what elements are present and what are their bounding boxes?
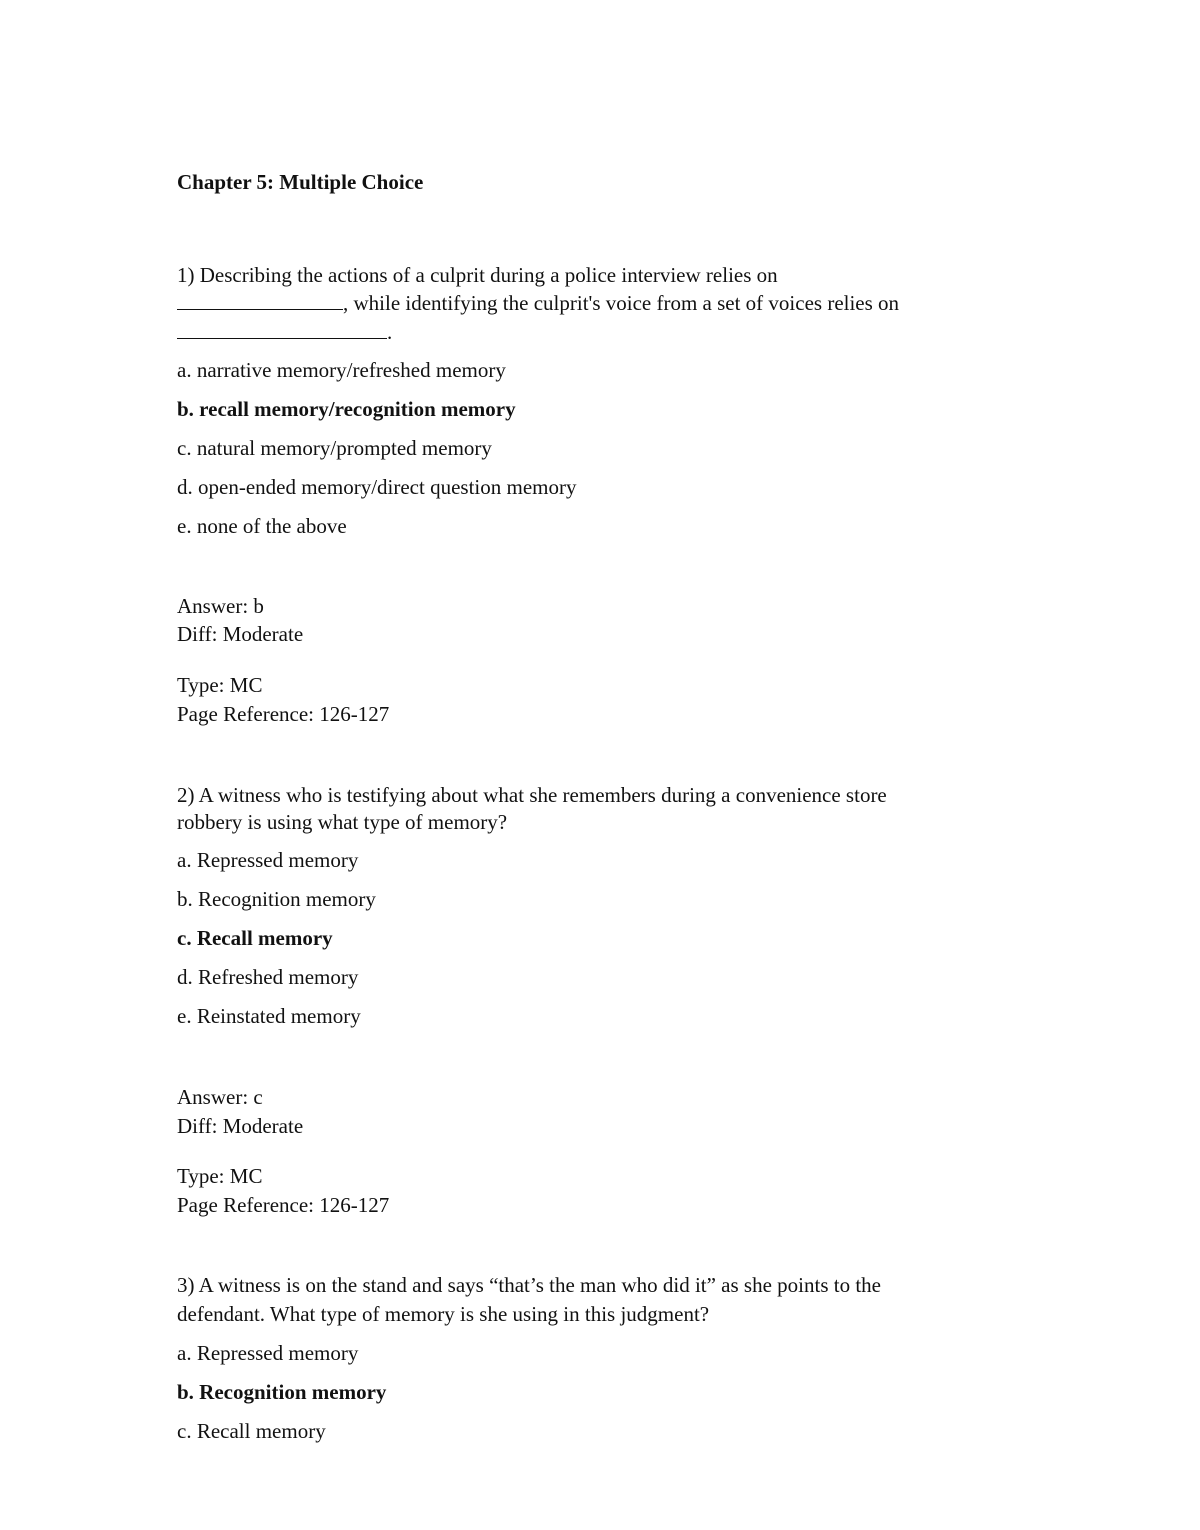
question-1-answer: Answer: b [177, 594, 264, 618]
question-3-stem-line-1: 3) A witness is on the stand and says “that’s the man who did it” as she points to the [177, 1273, 882, 1297]
question-3-option-b-correct: b. Recognition memory [177, 1380, 387, 1404]
question-2-page-reference: Page Reference: 126-127 [177, 1193, 390, 1217]
question-2-option-b: b. Recognition memory [177, 887, 376, 911]
question-2-option-c-correct: c. Recall memory [177, 926, 333, 950]
question-2-answer: Answer: c [177, 1085, 263, 1109]
question-1-option-e: e. none of the above [177, 514, 347, 538]
question-1-option-d: d. open-ended memory/direct question memory [177, 475, 577, 499]
question-1-stem-line-2 [177, 289, 899, 318]
question-3-stem-line-2: defendant. What type of memory is she using in this judgment? [177, 1302, 710, 1326]
question-2-difficulty: Diff: Moderate [177, 1114, 304, 1138]
question-1-stem-text: , while identifying the culprit's voice from a set of voices relies on [343, 291, 900, 315]
question-2-option-a: a. Repressed memory [177, 848, 359, 872]
question-3-option-a: a. Repressed memory [177, 1341, 359, 1365]
question-2-type: Type: MC [177, 1164, 263, 1188]
chapter-title: Chapter 5: Multiple Choice [177, 170, 424, 194]
question-2-option-d: d. Refreshed memory [177, 965, 359, 989]
question-2-option-e: e. Reinstated memory [177, 1004, 361, 1028]
question-1-option-a: a. narrative memory/refreshed memory [177, 358, 506, 382]
question-1-option-c: c. natural memory/prompted memory [177, 436, 492, 460]
question-1-stem-end: . [387, 320, 393, 344]
fill-in-blank [177, 289, 343, 310]
question-2-stem-line-1: 2) A witness who is testifying about what she remembers during a convenience store [177, 783, 887, 807]
fill-in-blank [177, 318, 387, 339]
question-3-option-c: c. Recall memory [177, 1419, 326, 1443]
question-1-difficulty: Diff: Moderate [177, 622, 304, 646]
question-1-page-reference: Page Reference: 126-127 [177, 702, 390, 726]
question-1-option-b-correct: b. recall memory/recognition memory [177, 397, 516, 421]
question-2-stem-line-2: robbery is using what type of memory? [177, 810, 508, 834]
question-1-type: Type: MC [177, 673, 263, 697]
question-1-stem-line-3 [177, 318, 392, 347]
question-1-stem-line-1: 1) Describing the actions of a culprit during a police interview relies on [177, 263, 778, 287]
